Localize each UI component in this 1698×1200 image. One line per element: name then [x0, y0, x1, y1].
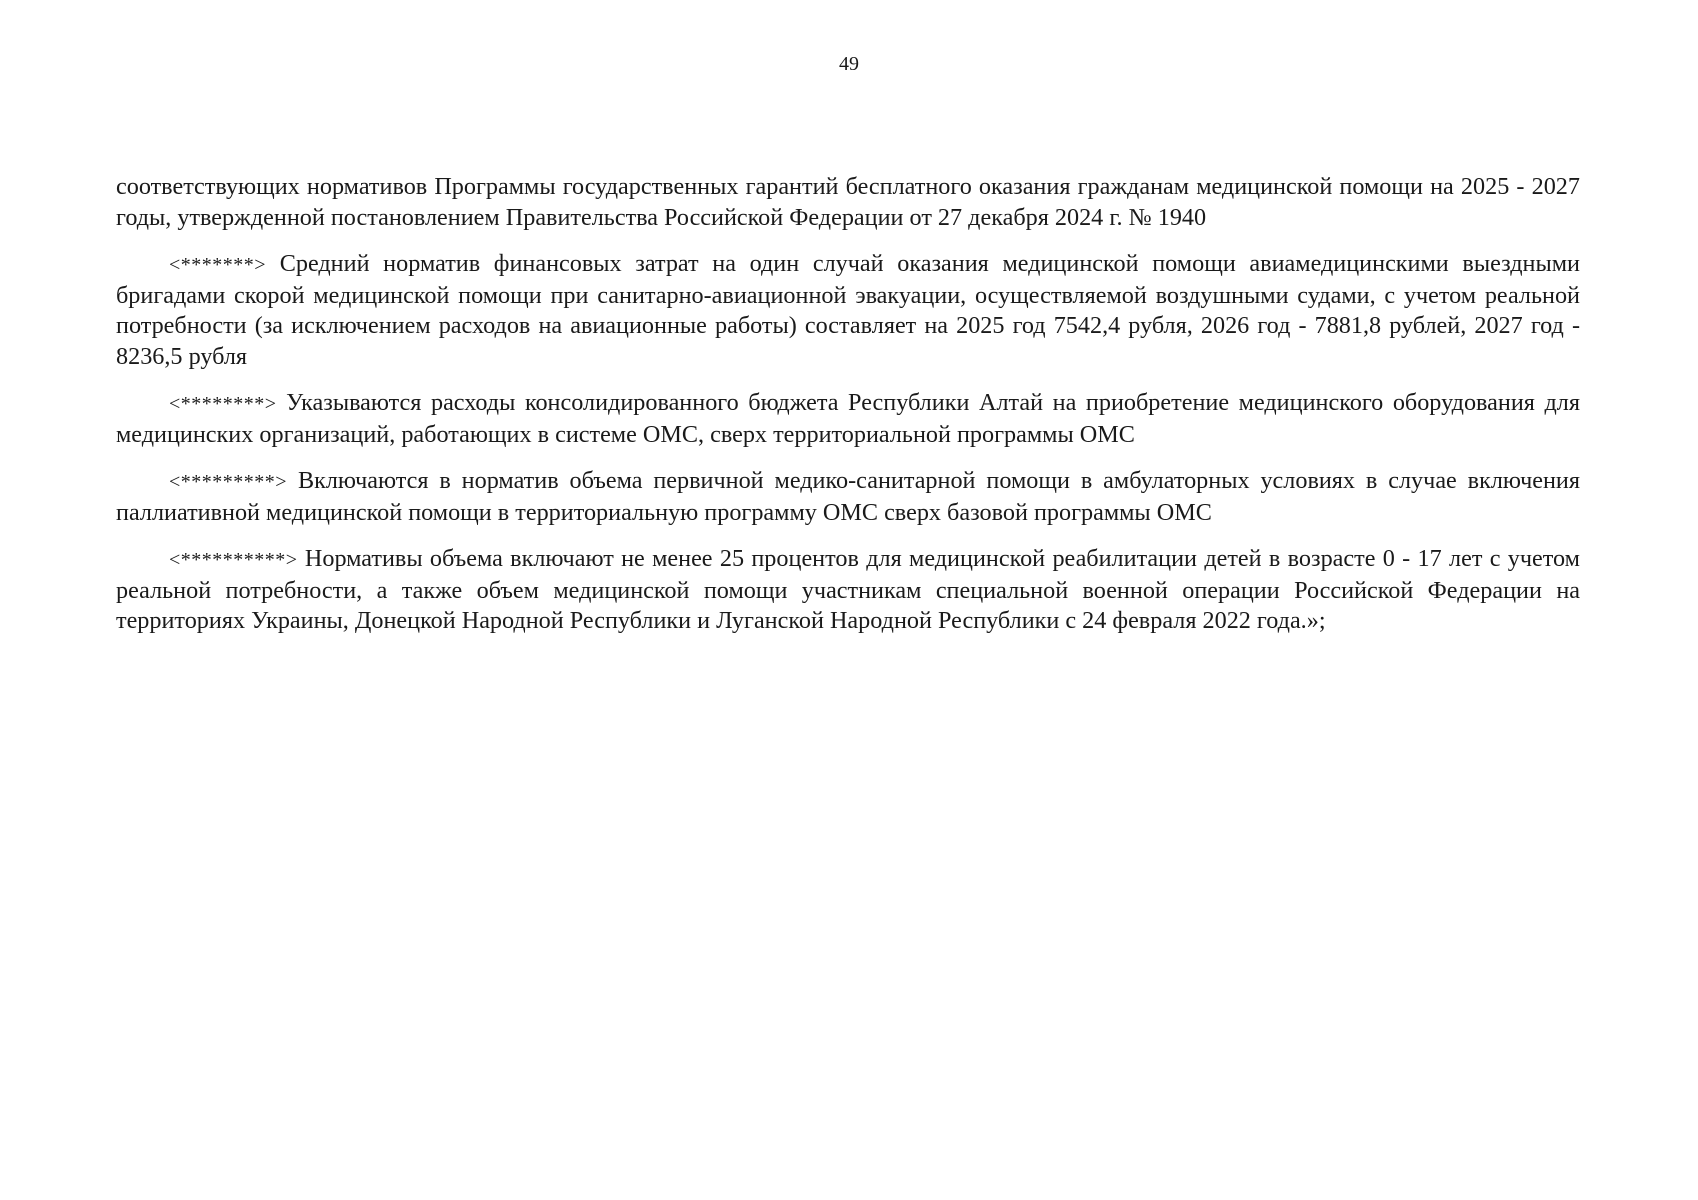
footnote-text: Указываются расходы консолидированного бюджета Республики Алтай на приобретение медицинского оборудования для медицинских организаций, работающих в системе ОМС, сверх территориальной программы ОМС — [116, 389, 1580, 448]
footnote-paragraph — [116, 466, 1580, 528]
page-number: 49 — [839, 53, 859, 75]
footnote-paragraph — [116, 249, 1580, 372]
document-body — [116, 172, 1580, 653]
footnote-marker: <**********> — [169, 549, 298, 571]
footnote-text: Средний норматив финансовых затрат на один случай оказания медицинской помощи авиамедицинскими выездными бригадами скорой медицинской помощи при санитарно-авиационной эвакуации, осуществляемой воздушными судами, с учетом реальной потребности (за исключением расходов на авиационные работы) составляет на 2025 год 7542,4 рубля, 2026 год - 7881,8 рублей, 2027 год - 8236,5 рубля — [116, 250, 1580, 370]
footnote-text: Включаются в норматив объема первичной медико-санитарной помощи в амбулаторных условиях в случае включения паллиативной медицинской помощи в территориальную программу ОМС сверх базовой программы ОМС — [116, 467, 1580, 526]
footnote-paragraph — [116, 544, 1580, 637]
footnote-marker: <*******> — [169, 254, 267, 276]
footnote-text: Нормативы объема включают не менее 25 процентов для медицинской реабилитации детей в возрасте 0 - 17 лет с учетом реальной потребности, а также объем медицинской помощи участникам специальной военной операции Российской Федерации на территориях Украины, Донецкой Народной Республики и Луганской Народной Республики с 24 февраля 2022 года.»; — [116, 545, 1580, 634]
footnote-marker: <********> — [169, 393, 277, 415]
paragraph-text: соответствующих нормативов Программы государственных гарантий бесплатного оказания гражданам медицинской помощи на 2025 - 2027 годы, утвержденной постановлением Правительства Российской Федерации от 27 декабря 2024 г. № 1940 — [116, 173, 1580, 231]
footnote-paragraph — [116, 388, 1580, 450]
footnote-marker: <*********> — [169, 471, 288, 493]
paragraph-continuation — [116, 172, 1580, 233]
